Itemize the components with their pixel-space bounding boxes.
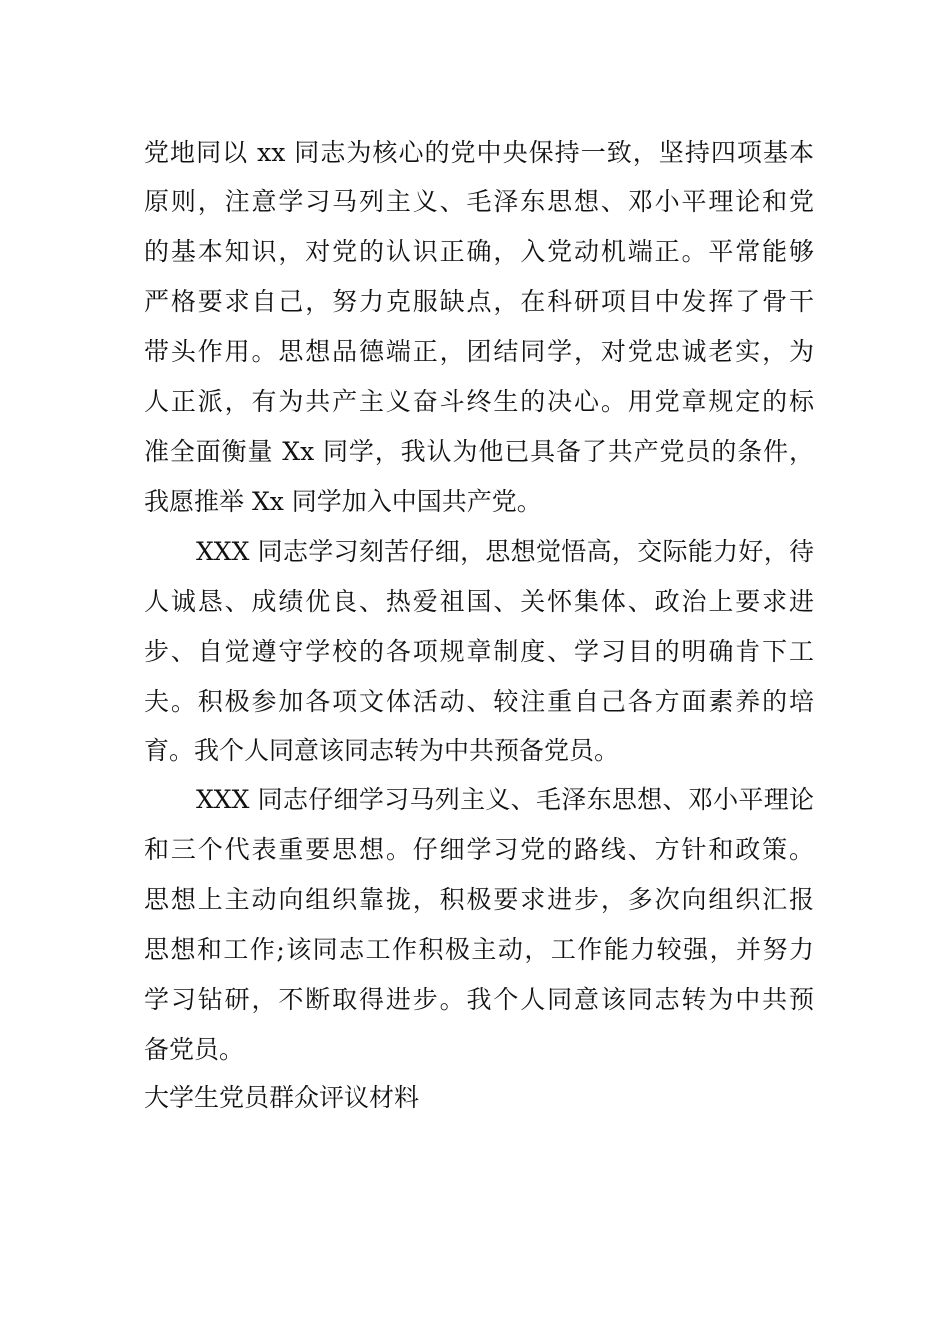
paragraph-2-line-1: XXX 同志学习刻苦仔细，思想觉悟高，交际能力好，待 — [196, 537, 814, 566]
paragraph-1-line-8: 我愿推举 Xx 同学加入中国共产党。 — [144, 487, 542, 516]
paragraph-1-line-3: 的基本知识，对党的认识正确，入党动机端正。平常能够 — [144, 237, 814, 266]
paragraph-1-line-7: 准全面衡量 Xx 同学，我认为他已具备了共产党员的条件， — [144, 437, 814, 466]
paragraph-3-line-1: XXX 同志仔细学习马列主义、毛泽东思想、邓小平理论 — [196, 785, 814, 814]
paragraph-2-line-4: 夫。积极参加各项文体活动、较注重自己各方面素养的培 — [144, 687, 814, 716]
paragraph-2-line-5: 育。我个人同意该同志转为中共预备党员。 — [144, 736, 620, 765]
paragraph-2-line-2: 人诚恳、成绩优良、热爱祖国、关怀集体、政治上要求进 — [144, 587, 814, 616]
paragraph-1-line-2: 原则，注意学习马列主义、毛泽东思想、邓小平理论和党 — [144, 187, 814, 216]
paragraph-3-line-4: 思想和工作;该同志工作积极主动，工作能力较强，并努力 — [144, 935, 814, 964]
paragraph-1-line-1: 党地同以 xx 同志为核心的党中央保持一致，坚持四项基本 — [144, 138, 814, 167]
paragraph-3-line-3: 思想上主动向组织靠拢，积极要求进步，多次向组织汇报 — [144, 885, 814, 914]
paragraph-1-line-4: 严格要求自己，努力克服缺点，在科研项目中发挥了骨干 — [144, 287, 814, 316]
paragraph-3-line-6: 备党员。 — [144, 1035, 245, 1064]
paragraph-1-line-6: 人正派，有为共产主义奋斗终生的决心。用党章规定的标 — [144, 387, 814, 416]
section-heading: 大学生党员群众评议材料 — [144, 1083, 420, 1112]
paragraph-3-line-5: 学习钻研，不断取得进步。我个人同意该同志转为中共预 — [144, 985, 814, 1014]
paragraph-2-line-3: 步、自觉遵守学校的各项规章制度、学习目的明确肯下工 — [144, 637, 814, 666]
paragraph-1-line-5: 带头作用。思想品德端正，团结同学，对党忠诚老实，为 — [144, 337, 814, 366]
paragraph-3-line-2: 和三个代表重要思想。仔细学习党的路线、方针和政策。 — [144, 835, 814, 864]
